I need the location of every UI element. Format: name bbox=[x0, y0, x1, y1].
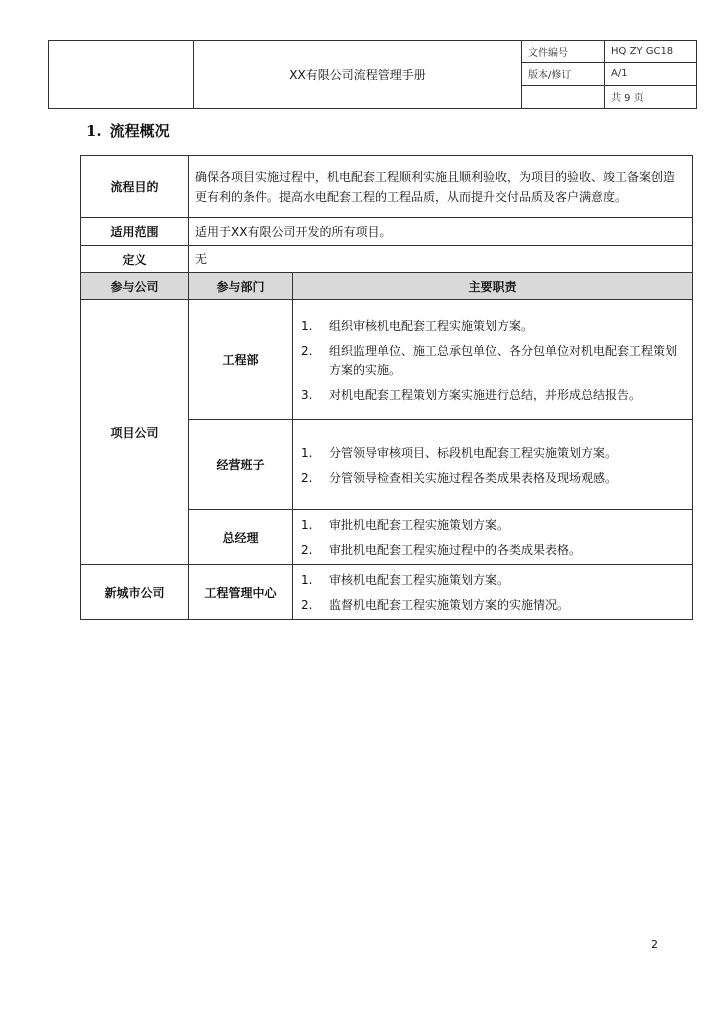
column-header-department: 参与部门 bbox=[189, 273, 293, 300]
version-value: A/1 bbox=[605, 63, 697, 85]
scope-label: 适用范围 bbox=[81, 218, 189, 246]
process-overview-table bbox=[80, 155, 693, 620]
duty-number: 2. bbox=[301, 598, 313, 612]
scope-text: 适用于XX有限公司开发的所有项目。 bbox=[189, 218, 693, 246]
duty-list bbox=[299, 317, 680, 405]
duty-item bbox=[299, 541, 680, 560]
version-label: 版本/修订 bbox=[522, 63, 605, 85]
duty-number: 2. bbox=[301, 543, 313, 557]
duty-text: 审核机电配套工程实施策划方案。 bbox=[329, 573, 510, 587]
logo-cell bbox=[49, 41, 194, 109]
duty-item bbox=[299, 342, 680, 380]
department-cell: 总经理 bbox=[189, 510, 293, 565]
column-header-duty: 主要职责 bbox=[293, 273, 693, 300]
duty-cell bbox=[293, 420, 693, 510]
duty-list bbox=[299, 516, 680, 560]
duty-item bbox=[299, 317, 680, 336]
duty-item bbox=[299, 596, 680, 615]
department-cell: 经营班子 bbox=[189, 420, 293, 510]
duty-number: 1. bbox=[301, 445, 313, 460]
definition-label: 定义 bbox=[81, 246, 189, 273]
department-cell: 工程管理中心 bbox=[189, 565, 293, 620]
company-cell: 项目公司 bbox=[81, 300, 189, 565]
duty-text: 分管领导审核项目、标段机电配套工程实施策划方案。 bbox=[329, 445, 618, 460]
duty-item bbox=[299, 469, 680, 488]
section-title: 流程概况 bbox=[109, 122, 170, 140]
duty-list bbox=[299, 444, 680, 488]
duty-item bbox=[299, 444, 680, 463]
section-number: 1. bbox=[86, 122, 102, 140]
document-header bbox=[48, 40, 697, 109]
duty-text: 审批机电配套工程实施策划方案。 bbox=[329, 518, 510, 532]
duty-text: 组织审核机电配套工程实施策划方案。 bbox=[329, 318, 534, 333]
duty-text: 组织监理单位、施工总承包单位、各分包单位对机电配套工程策划方案的实施。 bbox=[329, 343, 678, 377]
duty-cell bbox=[293, 300, 693, 420]
column-header-company: 参与公司 bbox=[81, 273, 189, 300]
purpose-text: 确保各项目实施过程中，机电配套工程顺利实施且顺利验收，为项目的验收、竣工备案创造更有利的条件。提高水电配套工程的工程品质，从而提升交付品质及客户满意度。 bbox=[189, 156, 693, 218]
duty-list bbox=[299, 571, 680, 615]
pages-label bbox=[522, 85, 605, 108]
purpose-label: 流程目的 bbox=[81, 156, 189, 218]
company-cell: 新城市公司 bbox=[81, 565, 189, 620]
duty-cell bbox=[293, 510, 693, 565]
duty-number: 3. bbox=[301, 387, 313, 402]
duty-text: 监督机电配套工程实施策划方案的实施情况。 bbox=[329, 598, 570, 612]
duty-number: 2. bbox=[301, 470, 313, 485]
duty-item bbox=[299, 516, 680, 535]
table-row bbox=[81, 565, 693, 620]
duty-text: 分管领导检查相关实施过程各类成果表格及现场观感。 bbox=[329, 470, 618, 485]
duty-number: 1. bbox=[301, 518, 313, 532]
document-title: XX有限公司流程管理手册 bbox=[194, 41, 522, 109]
duty-cell bbox=[293, 565, 693, 620]
duty-number: 1. bbox=[301, 573, 313, 587]
page-number: 2 bbox=[651, 938, 658, 951]
pages-value: 共 9 页 bbox=[605, 85, 697, 108]
duty-text: 审批机电配套工程实施过程中的各类成果表格。 bbox=[329, 543, 582, 557]
section-heading bbox=[86, 120, 170, 141]
file-number-label: 文件编号 bbox=[522, 41, 605, 63]
duty-number: 2. bbox=[301, 343, 313, 358]
duty-number: 1. bbox=[301, 318, 313, 333]
table-row bbox=[81, 300, 693, 420]
duty-item bbox=[299, 571, 680, 590]
file-number-value: HQ ZY GC18 bbox=[605, 41, 697, 63]
duty-text: 对机电配套工程策划方案实施进行总结，并形成总结报告。 bbox=[329, 387, 642, 402]
department-cell: 工程部 bbox=[189, 300, 293, 420]
definition-text: 无 bbox=[189, 246, 693, 273]
duty-item bbox=[299, 386, 680, 405]
